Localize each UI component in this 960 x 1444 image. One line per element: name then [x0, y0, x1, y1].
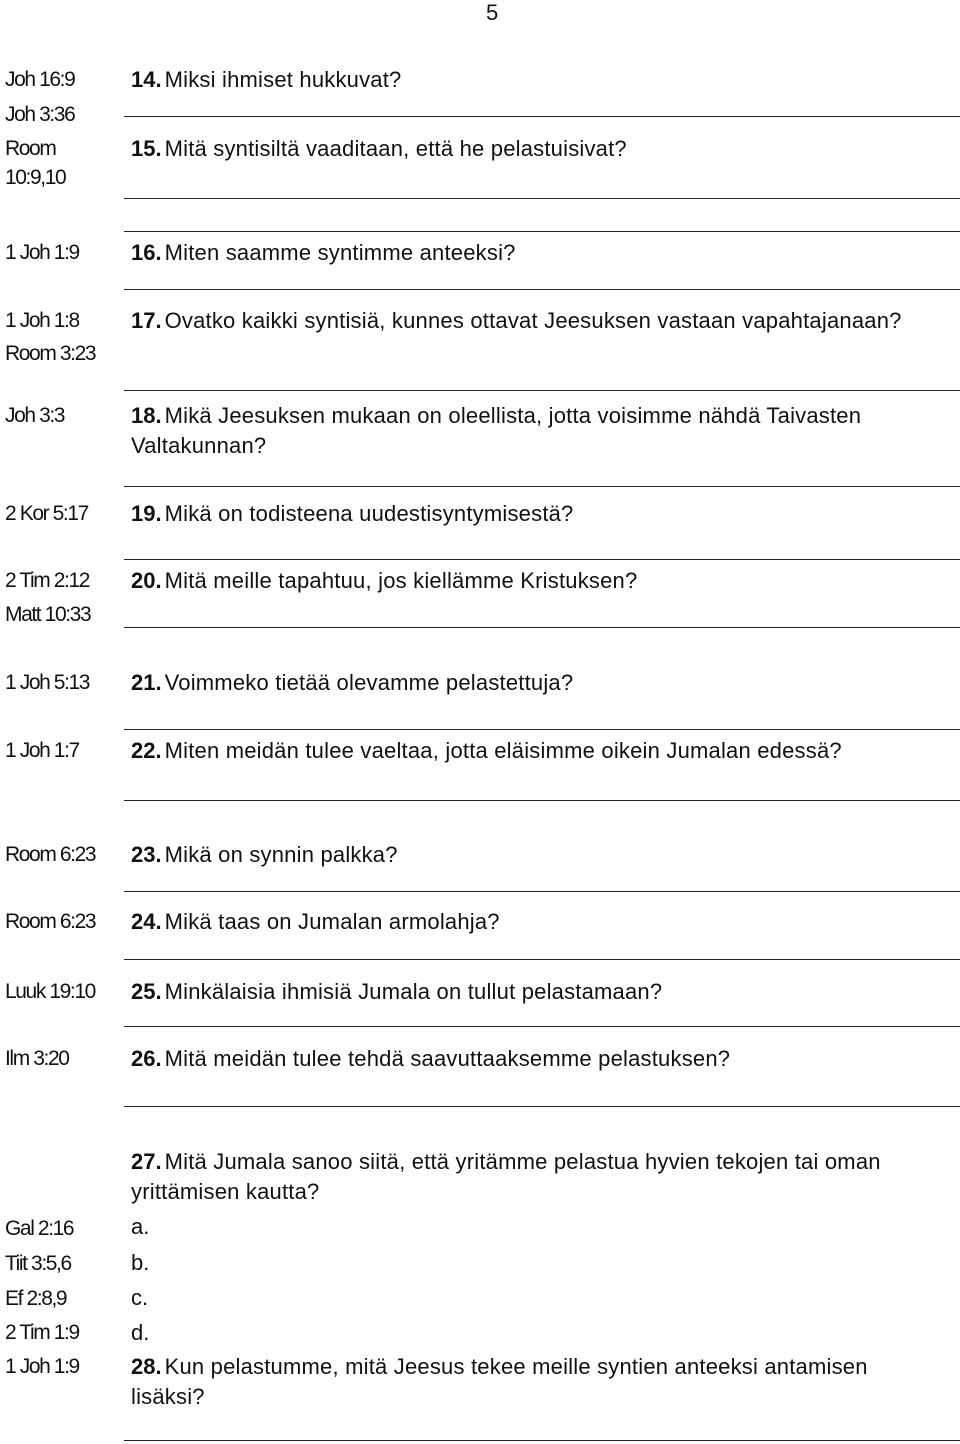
question-text: Mitä meidän tulee tehdä saavuttaaksemme pelastuksen?	[164, 1046, 731, 1071]
question-text: Mikä Jeesuksen mukaan on oleellista, jotta voisimme nähdä Taivasten Valtakunnan?	[131, 403, 862, 458]
question-23	[131, 840, 931, 870]
question-28	[131, 1352, 931, 1412]
question-text: Kun pelastumme, mitä Jeesus tekee meille syntien anteeksi antamisen lisäksi?	[131, 1354, 868, 1409]
scripture-ref: 2 Tim 1:9	[5, 1321, 79, 1344]
scripture-ref: 1 Joh 1:9	[5, 1355, 79, 1378]
answer-line	[124, 959, 960, 960]
question-text: Mitä meille tapahtuu, jos kiellämme Kristuksen?	[164, 568, 638, 593]
question-text: Mitä syntisiltä vaaditaan, että he pelastuisivat?	[164, 136, 627, 161]
question-25	[131, 977, 931, 1007]
question-text: Minkälaisia ihmisiä Jumala on tullut pelastamaan?	[164, 979, 663, 1004]
question-text: Mikä taas on Jumalan armolahja?	[164, 909, 500, 934]
scripture-ref: 10:9,10	[5, 166, 66, 189]
scripture-ref: Room 3:23	[5, 342, 96, 365]
option-b: b.	[131, 1250, 150, 1275]
question-number: 26.	[131, 1046, 162, 1071]
scripture-ref: Luuk 19:10	[5, 980, 95, 1003]
question-text: Miten saamme syntimme anteeksi?	[164, 240, 516, 265]
answer-line	[124, 1440, 960, 1441]
scripture-ref: Ef 2:8,9	[5, 1287, 67, 1310]
option-a: a.	[131, 1214, 150, 1239]
scripture-ref: Tiit 3:5,6	[5, 1252, 71, 1275]
scripture-ref: Ilm 3:20	[5, 1047, 69, 1070]
answer-line	[124, 1106, 960, 1107]
question-number: 20.	[131, 568, 162, 593]
scripture-ref: 1 Joh 1:7	[5, 739, 79, 762]
answer-line	[124, 891, 960, 892]
answer-line	[124, 559, 960, 560]
scripture-ref: Room 6:23	[5, 843, 96, 866]
question-17	[131, 306, 931, 336]
scripture-ref: 1 Joh 1:8	[5, 309, 79, 332]
question-22	[131, 736, 931, 766]
question-number: 21.	[131, 670, 162, 695]
question-text: Ovatko kaikki syntisiä, kunnes ottavat Jeesuksen vastaan vapahtajanaan?	[164, 308, 902, 333]
scripture-ref: 1 Joh 1:9	[5, 241, 79, 264]
question-number: 15.	[131, 136, 162, 161]
question-27	[131, 1147, 931, 1207]
scripture-ref: 1 Joh 5:13	[5, 671, 90, 694]
page-number: 5	[486, 0, 499, 25]
question-number: 16.	[131, 240, 162, 265]
scripture-ref: Joh 16:9	[5, 68, 75, 91]
question-number: 23.	[131, 842, 162, 867]
question-number: 19.	[131, 501, 162, 526]
scripture-ref: 2 Tim 2:12	[5, 569, 90, 592]
scripture-ref: Matt 10:33	[5, 603, 91, 626]
option-c: c.	[131, 1285, 149, 1310]
answer-line	[124, 800, 960, 801]
scripture-ref: 2 Kor 5:17	[5, 502, 88, 525]
answer-line	[124, 486, 960, 487]
question-number: 14.	[131, 67, 162, 92]
question-21	[131, 668, 931, 698]
answer-line	[124, 1026, 960, 1027]
answer-line	[124, 198, 960, 199]
question-text: Miksi ihmiset hukkuvat?	[164, 67, 402, 92]
question-24	[131, 907, 931, 937]
question-text: Miten meidän tulee vaeltaa, jotta eläisimme oikein Jumalan edessä?	[164, 738, 842, 763]
scripture-ref: Joh 3:36	[5, 103, 75, 126]
answer-line	[124, 231, 960, 232]
question-15	[131, 134, 931, 164]
question-19	[131, 499, 931, 529]
question-14	[131, 65, 931, 95]
question-text: Mikä on todisteena uudestisyntymisestä?	[164, 501, 574, 526]
answer-line	[124, 627, 960, 628]
question-20	[131, 566, 931, 596]
answer-line	[124, 729, 960, 730]
scripture-ref: Gal 2:16	[5, 1217, 74, 1240]
question-number: 25.	[131, 979, 162, 1004]
scripture-ref: Room 6:23	[5, 910, 96, 933]
question-26	[131, 1044, 931, 1074]
option-d: d.	[131, 1320, 150, 1345]
scripture-ref: Joh 3:3	[5, 404, 65, 427]
scripture-ref: Room	[5, 137, 56, 160]
question-number: 17.	[131, 308, 162, 333]
question-number: 22.	[131, 738, 162, 763]
question-text: Mikä on synnin palkka?	[164, 842, 398, 867]
question-16	[131, 238, 931, 268]
question-number: 18.	[131, 403, 162, 428]
answer-line	[124, 116, 960, 117]
question-18	[131, 401, 931, 461]
question-number: 27.	[131, 1149, 162, 1174]
answer-line	[124, 289, 960, 290]
answer-line	[124, 390, 960, 391]
question-text: Mitä Jumala sanoo siitä, että yritämme pelastua hyvien tekojen tai oman yrittämisen kautta?	[131, 1149, 881, 1204]
question-number: 24.	[131, 909, 162, 934]
question-text: Voimmeko tietää olevamme pelastettuja?	[164, 670, 574, 695]
question-number: 28.	[131, 1354, 162, 1379]
